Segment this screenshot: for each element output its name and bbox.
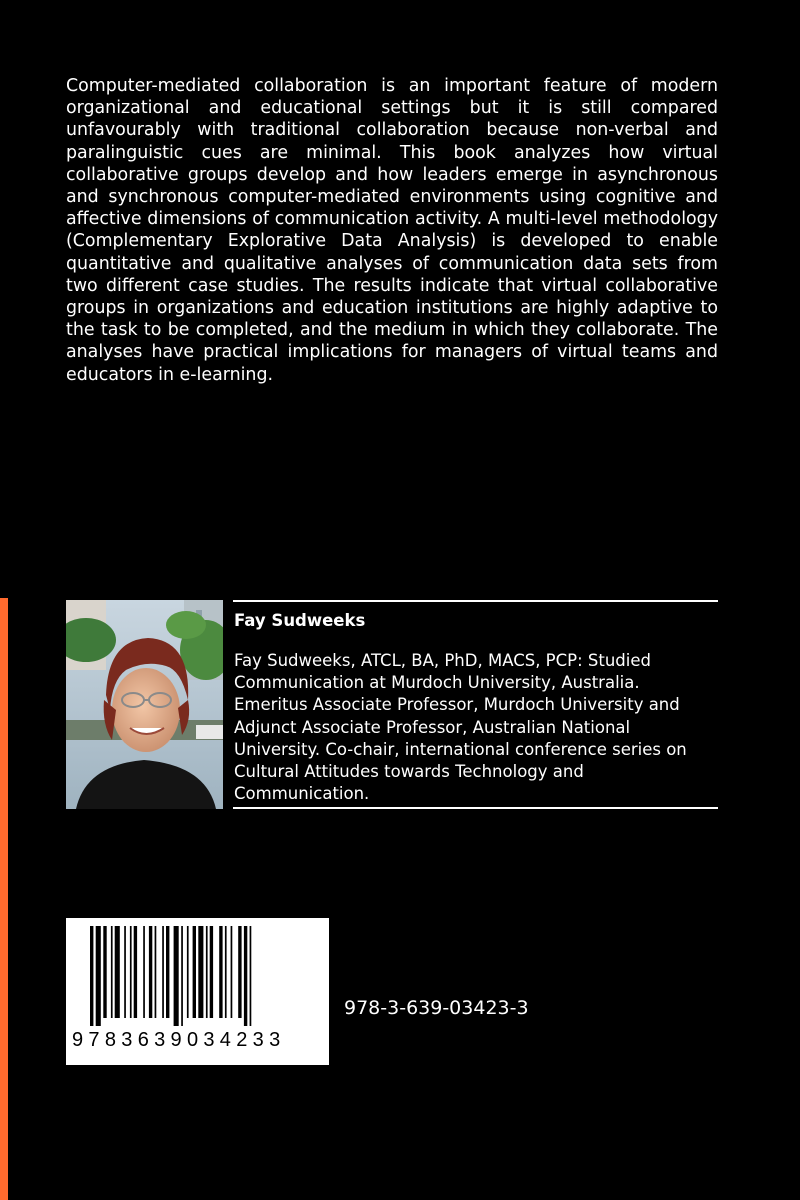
barcode-bar (162, 926, 164, 1018)
barcode-bar (90, 926, 93, 1026)
barcode-bars (66, 918, 329, 1028)
barcode-bar (155, 926, 157, 1018)
barcode-bar (181, 926, 183, 1026)
author-bio: Fay Sudweeks, ATCL, BA, PhD, MACS, PCP: Studied Communication at Murdoch University, Australia. Emeritus Associate Professor, Murdoch University and Adjunct Associate Professor, Australian National University. Co-chair, international conference series on Cultural Attitudes towards Technology and Communication. (234, 651, 687, 804)
barcode-bar (231, 926, 233, 1018)
barcode-bar (244, 926, 247, 1026)
barcode-bar (219, 926, 222, 1018)
barcode-bar (187, 926, 189, 1018)
barcode-bar (166, 926, 169, 1018)
barcode-bar (134, 926, 137, 1018)
book-description: Computer-mediated collaboration is an important feature of modern organizational and educational settings but it is still compared unfavourably with traditional collaboration because non-verbal and paralinguistic cues are minimal. This book analyzes how virtual collaborative groups develop and how leaders emerge in asynchronous and synchronous computer-mediated environments using cognitive and affective dimensions of communication activity. A multi-level methodology (Complementary Explorative Data Analysis) is developed to enable quantitative and qualitative analyses of communication data sets from two different case studies. The results indicate that virtual collaborative groups in organizations and education institutions are highly adaptive to the task to be completed, and the medium in which they collaborate. The analyses have practical implications for managers of virtual teams and educators in e-learning. (66, 76, 718, 385)
barcode-bar (149, 926, 152, 1018)
author-bottom-rule (233, 807, 718, 809)
orange-accent-bar (0, 598, 8, 1200)
barcode-bar (174, 926, 179, 1026)
barcode-bar (225, 926, 227, 1018)
barcode-bar (250, 926, 252, 1026)
barcode-digits: 9783639034233 (72, 1029, 286, 1051)
author-top-rule (233, 600, 718, 602)
author-name: Fay Sudweeks (234, 611, 366, 630)
barcode-bar (115, 926, 120, 1018)
barcode-bar (193, 926, 196, 1018)
barcode-bar (198, 926, 203, 1018)
isbn-number: 978-3-639-03423-3 (344, 997, 529, 1019)
barcode (66, 918, 329, 1065)
barcode-bar (143, 926, 145, 1018)
barcode-bar (111, 926, 113, 1018)
barcode-bar (238, 926, 241, 1018)
barcode-bar (124, 926, 126, 1018)
barcode-bar (96, 926, 101, 1026)
barcode-bar (130, 926, 132, 1018)
barcode-bar (103, 926, 106, 1018)
author-photo (66, 600, 223, 809)
barcode-bar (210, 926, 213, 1018)
barcode-bar (206, 926, 208, 1018)
